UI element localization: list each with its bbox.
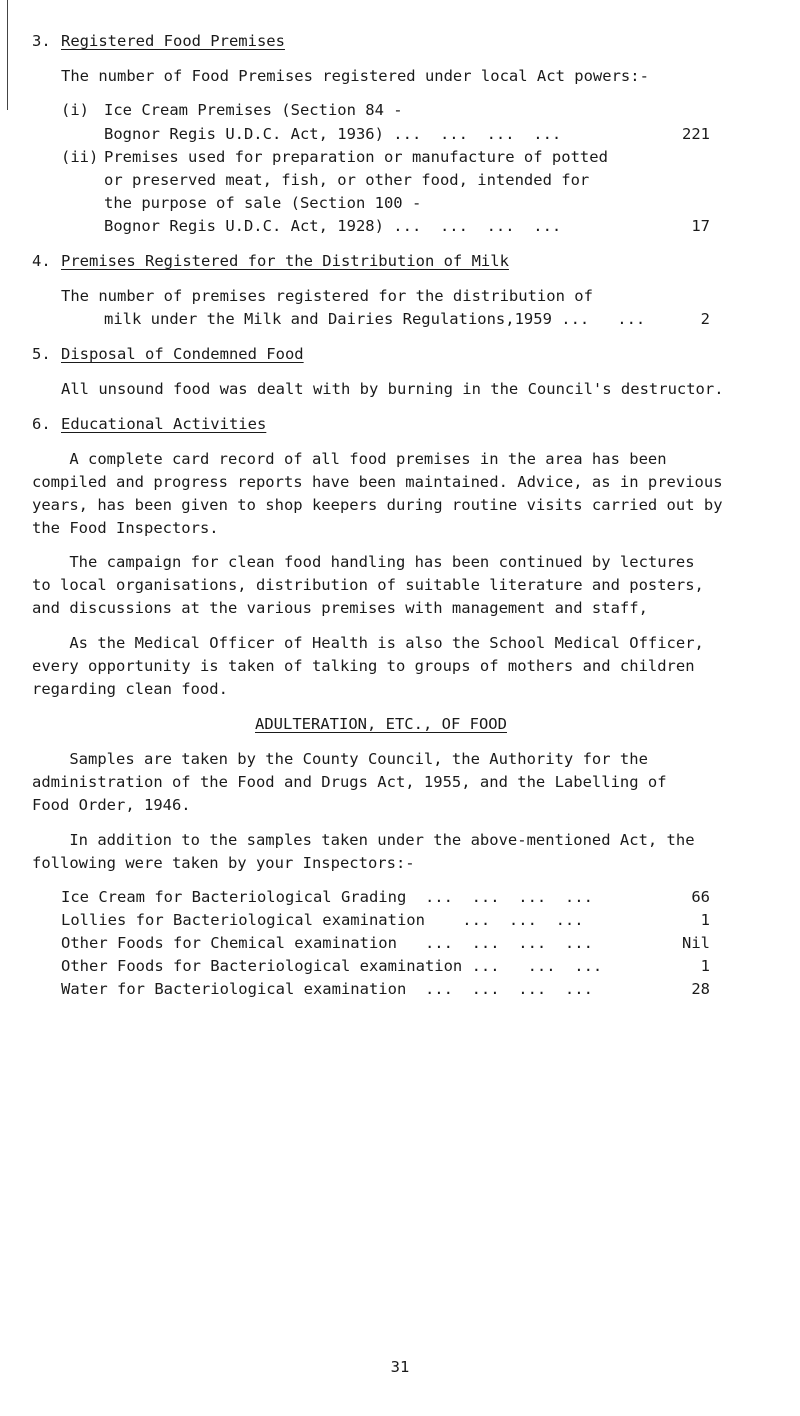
sample-value: 66	[691, 888, 710, 906]
adulteration-heading: ADULTERATION, ETC., OF FOOD	[255, 715, 507, 733]
adulteration-p1-line: administration of the Food and Drugs Act, 1955, and the Labelling of	[32, 773, 667, 791]
s5-heading: Disposal of Condemned Food	[61, 345, 304, 363]
s3-item-i-line1: Ice Cream Premises (Section 84 -	[104, 101, 403, 119]
s5-text: All unsound food was dealt with by burning in the Council's destructor.	[61, 380, 724, 398]
sample-label: Other Foods for Chemical examination ... ... ... ...	[61, 934, 593, 952]
s6-p1-line: compiled and progress reports have been maintained. Advice, as in previous	[32, 473, 723, 491]
sample-value: 28	[691, 980, 710, 998]
s4-line2: milk under the Milk and Dairies Regulations,1959 ... ...	[104, 310, 646, 328]
s3-intro: The number of Food Premises registered under local Act powers:-	[61, 67, 649, 85]
adulteration-p1-line: Food Order, 1946.	[32, 796, 191, 814]
s6-p2-line: to local organisations, distribution of suitable literature and posters,	[32, 576, 704, 594]
s4-line1: The number of premises registered for the distribution of	[61, 287, 593, 305]
s3-heading-number: 3.	[32, 32, 51, 50]
s3-heading: Registered Food Premises	[61, 32, 285, 50]
sample-label: Water for Bacteriological examination ... ... ... ...	[61, 980, 593, 998]
s3-item-i-value: 221	[682, 125, 710, 143]
sample-label: Ice Cream for Bacteriological Grading ... ... ... ...	[61, 888, 593, 906]
s3-item-ii-value: 17	[691, 217, 710, 235]
s6-p3-line: regarding clean food.	[32, 680, 228, 698]
s3-item-ii-line4: Bognor Regis U.D.C. Act, 1928) ... ... ... ...	[104, 217, 562, 235]
s4-value: 2	[700, 310, 710, 328]
s6-p1-line: A complete card record of all food premises in the area has been	[32, 450, 667, 468]
sample-value: 1	[700, 957, 710, 975]
s3-item-ii-line3: the purpose of sale (Section 100 -	[104, 194, 422, 212]
s6-heading: Educational Activities	[61, 415, 267, 433]
adulteration-p2-line: following were taken by your Inspectors:-	[32, 854, 415, 872]
s6-p2-line: The campaign for clean food handling has been continued by lectures	[32, 553, 695, 571]
s3-item-i-marker: (i)	[61, 101, 89, 119]
s4-heading-number: 4.	[32, 252, 51, 270]
s6-p2-line: and discussions at the various premises with management and staff,	[32, 599, 648, 617]
sample-value: Nil	[682, 934, 710, 952]
s3-item-ii-marker: (ii)	[61, 148, 99, 166]
s4-heading: Premises Registered for the Distribution of Milk	[61, 252, 509, 270]
s3-item-ii-line2: or preserved meat, fish, or other food, intended for	[104, 171, 590, 189]
adulteration-p1-line: Samples are taken by the County Council, the Authority for the	[32, 750, 648, 768]
sample-label: Lollies for Bacteriological examination ... ... ...	[61, 911, 584, 929]
s6-p3-line: every opportunity is taken of talking to groups of mothers and children	[32, 657, 695, 675]
sample-label: Other Foods for Bacteriological examination ... ... ...	[61, 957, 603, 975]
s5-heading-number: 5.	[32, 345, 51, 363]
s6-heading-number: 6.	[32, 415, 51, 433]
s6-p3-line: As the Medical Officer of Health is also the School Medical Officer,	[32, 634, 704, 652]
page-number: 31	[390, 1358, 410, 1376]
s3-item-ii-line1: Premises used for preparation or manufacture of potted	[104, 148, 608, 166]
s6-p1-line: years, has been given to shop keepers during routine visits carried out by	[32, 496, 723, 514]
s6-p1-line: the Food Inspectors.	[32, 519, 219, 537]
adulteration-p2-line: In addition to the samples taken under the above-mentioned Act, the	[32, 831, 695, 849]
sample-value: 1	[700, 911, 710, 929]
s3-item-i-line2: Bognor Regis U.D.C. Act, 1936) ... ... ... ...	[104, 125, 562, 143]
